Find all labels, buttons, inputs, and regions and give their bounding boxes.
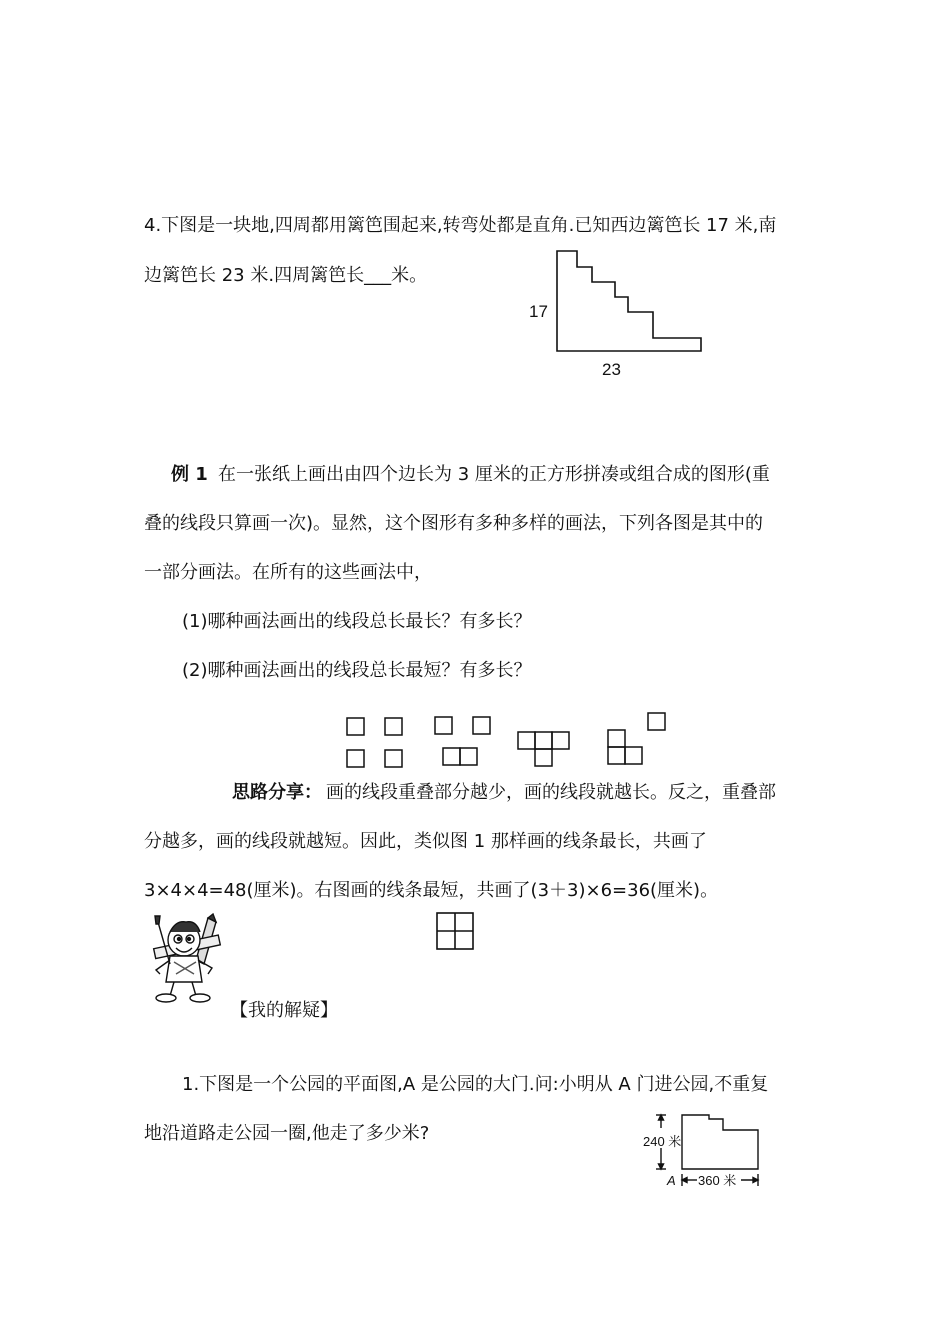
example1-question1: (1)哪种画法画出的线段总长最长？有多长？ xyxy=(182,611,532,632)
park-width-label: 360 米 xyxy=(698,1173,737,1188)
park-plan-figure xyxy=(640,1108,770,1194)
park-height-label: 240 米 xyxy=(643,1134,682,1149)
example1-question2: (2)哪种画法画出的线段总长最短？有多长？ xyxy=(182,660,532,681)
square-arrangements-figure xyxy=(340,708,680,776)
exercise1-line1: 1.下图是一个公园的平面图,A 是公园的大门.问:小明从 A 门进公园,不重复 xyxy=(182,1074,769,1095)
staircase-figure xyxy=(520,245,720,380)
staircase-outline xyxy=(557,251,701,351)
park-gate-label: A xyxy=(667,1173,676,1188)
example1-line2: 叠的线段只算画一次)。显然，这个图形有多种多样的画法，下列各图是其中的 xyxy=(144,513,764,534)
problem4-line2: 边篱笆长 23 米.四周篱笆长___米。 xyxy=(144,265,428,286)
analysis-line2: 分越多，画的线段就越短。因此，类似图 1 那样画的线条最长，共画了 xyxy=(144,831,707,852)
south-side-label: 23 xyxy=(602,360,621,379)
arrangement-2 xyxy=(435,717,490,765)
analysis-line1: 画的线段重叠部分越少，画的线段就越长。反之，重叠部 xyxy=(326,782,776,803)
analysis-line3: 3×4×4=48(厘米)。右图画的线条最短，共画了(3＋3)×6=36(厘米)。 xyxy=(144,880,719,901)
arrangement-4 xyxy=(608,713,665,764)
my-questions-heading: 【我的解疑】 xyxy=(230,1000,338,1021)
example1-label: 例 1 xyxy=(171,464,208,485)
arrangement-3 xyxy=(518,732,569,766)
analysis-label: 思路分享： xyxy=(232,782,322,803)
cartoon-student-icon xyxy=(146,912,236,1007)
west-side-label: 17 xyxy=(529,302,548,321)
problem4-line1: 4.下图是一块地,四周都用篱笆围起来,转弯处都是直角.已知西边篱笆长 17 米,南 xyxy=(144,215,777,236)
exercise1-line2: 地沿道路走公园一圈,他走了多少米? xyxy=(144,1123,430,1144)
example1-line1: 在一张纸上画出由四个边长为 3 厘米的正方形拼凑或组合成的图形(重 xyxy=(218,464,770,485)
two-by-two-grid-figure xyxy=(434,910,478,954)
park-outline xyxy=(682,1115,758,1169)
example1-line3: 一部分画法。在所有的这些画法中， xyxy=(144,562,432,583)
arrangement-1 xyxy=(347,718,402,767)
